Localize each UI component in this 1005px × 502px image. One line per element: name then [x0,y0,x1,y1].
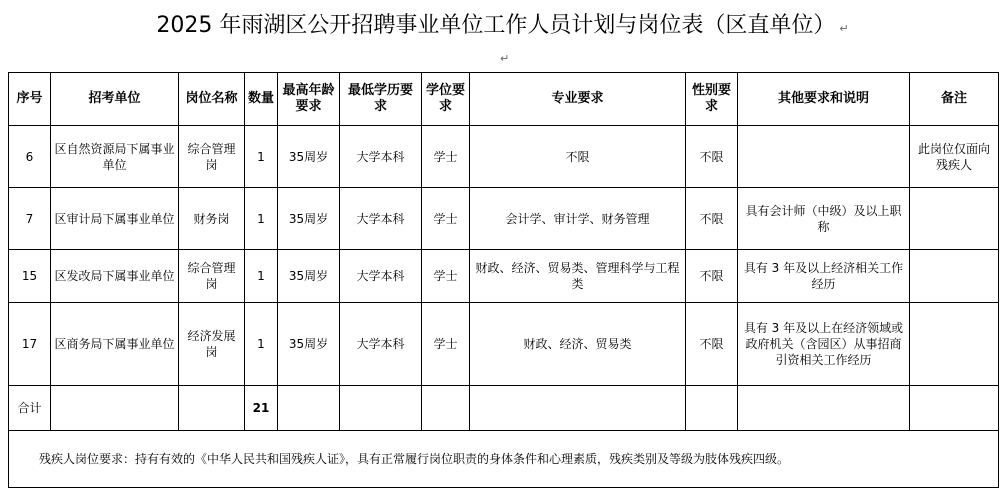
unit-cell: 区审计局下属事业单位 [51,188,179,250]
total-row [9,386,999,431]
other-cell: 具有 3 年及以上经济相关工作经历 [738,250,910,303]
header-cell: 招考单位 [51,73,179,126]
row-number: 17 [9,303,51,386]
education-cell: 大学本科 [340,250,422,303]
empty-cell [340,386,422,431]
degree-cell: 学士 [422,303,470,386]
empty-cell [686,386,738,431]
table-row [9,303,999,386]
table-row [9,126,999,188]
major-cell: 会计学、审计学、财务管理 [470,188,686,250]
age-cell: 35周岁 [278,303,340,386]
other-cell: 具有会计师（中级）及以上职称 [738,188,910,250]
header-cell: 备注 [910,73,999,126]
empty-cell [470,386,686,431]
empty-cell [910,386,999,431]
note-cell [910,303,999,386]
other-cell [738,126,910,188]
post-cell: 综合管理岗 [179,250,245,303]
empty-cell [179,386,245,431]
note-cell [910,188,999,250]
footnote-row [9,431,999,488]
other-cell: 具有 3 年及以上在经济领域或政府机关（含园区）从事招商引资相关工作经历 [738,303,910,386]
header-cell: 最高年龄要求 [278,73,340,126]
note-cell: 此岗位仅面向残疾人 [910,126,999,188]
footnote: 残疾人岗位要求：持有有效的《中华人民共和国残疾人证》，具有正常履行岗位职责的身体条件和心理素质，残疾类别及等级为肢体残疾四级。 [9,431,999,488]
gender-cell: 不限 [686,303,738,386]
quantity-cell: 1 [245,126,278,188]
page-title: 2025 年雨湖区公开招聘事业单位工作人员计划与岗位表（区直单位） ↵ [156,13,849,38]
major-cell: 不限 [470,126,686,188]
empty-cell [422,386,470,431]
header-cell: 最低学历要求 [340,73,422,126]
education-cell: 大学本科 [340,126,422,188]
empty-cell [738,386,910,431]
total-label: 合计 [9,386,51,431]
age-cell: 35周岁 [278,126,340,188]
quantity-cell: 1 [245,303,278,386]
quantity-cell: 1 [245,250,278,303]
empty-cell [278,386,340,431]
major-cell: 财政、经济、贸易类 [470,303,686,386]
paragraph-mark: ↵ [839,22,849,35]
gender-cell: 不限 [686,250,738,303]
header-cell: 其他要求和说明 [738,73,910,126]
position-table [8,72,999,488]
table-row [9,250,999,303]
header-cell: 性别要求 [686,73,738,126]
unit-cell: 区商务局下属事业单位 [51,303,179,386]
education-cell: 大学本科 [340,188,422,250]
row-number: 6 [9,126,51,188]
post-cell: 综合管理岗 [179,126,245,188]
paragraph-mark: ↵ [500,52,510,65]
total-quantity: 21 [245,386,278,431]
age-cell: 35周岁 [278,250,340,303]
unit-cell: 区发改局下属事业单位 [51,250,179,303]
degree-cell: 学士 [422,250,470,303]
gender-cell: 不限 [686,126,738,188]
quantity-cell: 1 [245,188,278,250]
education-cell: 大学本科 [340,303,422,386]
unit-cell: 区自然资源局下属事业单位 [51,126,179,188]
table-header-row [9,73,999,126]
post-cell: 经济发展岗 [179,303,245,386]
header-cell: 专业要求 [470,73,686,126]
table-row [9,188,999,250]
row-number: 7 [9,188,51,250]
row-number: 15 [9,250,51,303]
empty-cell [51,386,179,431]
note-cell [910,250,999,303]
major-cell: 财政、经济、贸易类、管理科学与工程类 [470,250,686,303]
post-cell: 财务岗 [179,188,245,250]
header-cell: 学位要求 [422,73,470,126]
header-cell: 岗位名称 [179,73,245,126]
degree-cell: 学士 [422,126,470,188]
header-cell: 序号 [9,73,51,126]
header-cell: 数量 [245,73,278,126]
degree-cell: 学士 [422,188,470,250]
age-cell: 35周岁 [278,188,340,250]
gender-cell: 不限 [686,188,738,250]
